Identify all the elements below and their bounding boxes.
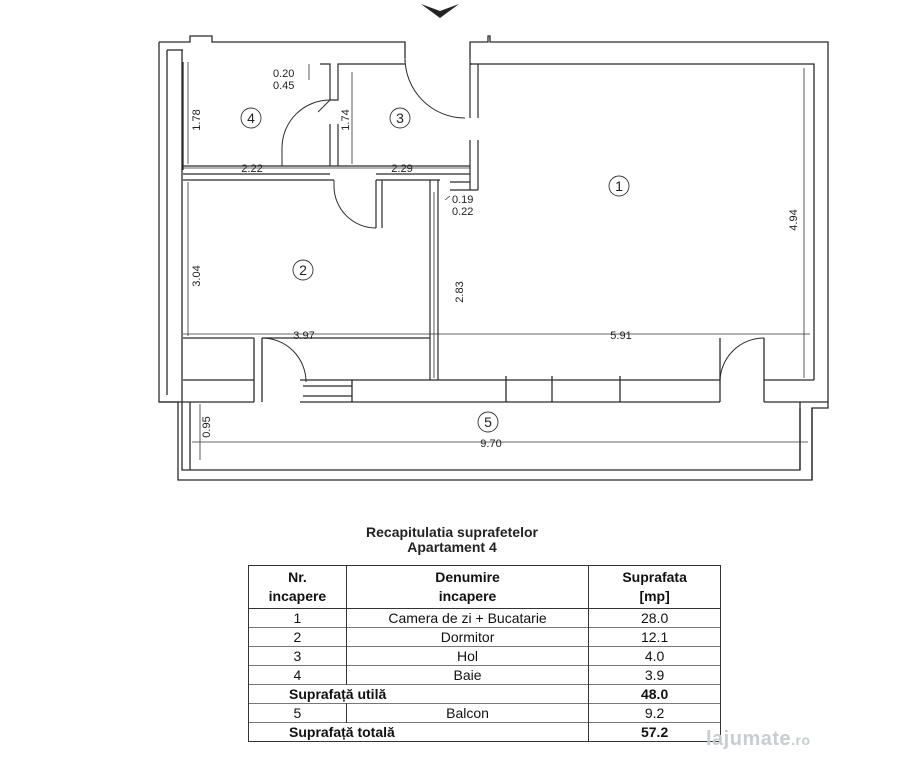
room-number-5: 5 (484, 414, 492, 430)
dim-2-22: 2.22 (241, 163, 263, 175)
row-area: 28.0 (589, 609, 721, 628)
table-row (249, 666, 721, 685)
dim-4-94: 4.94 (788, 209, 800, 231)
row-nr: 1 (249, 609, 347, 628)
watermark-logo (706, 728, 811, 751)
header-area: Suprafata [mp] (589, 566, 721, 609)
room-number-3: 3 (396, 110, 404, 126)
watermark-suffix: .ro (791, 732, 811, 748)
useful-area-value: 48.0 (589, 685, 721, 704)
dim-0-22: 0.22 (452, 206, 474, 218)
row-area: 3.9 (589, 666, 721, 685)
row-area: 12.1 (589, 628, 721, 647)
row-name: Dormitor (346, 628, 588, 647)
total-area-label: Suprafață totală (249, 723, 589, 742)
dim-1-78: 1.78 (191, 109, 203, 131)
dim-0-95: 0.95 (201, 416, 213, 438)
total-area-row (249, 723, 721, 742)
room-number-4: 4 (247, 110, 255, 126)
row-nr: 2 (249, 628, 347, 647)
area-summary-table (248, 565, 721, 742)
total-area-value: 57.2 (589, 723, 721, 742)
row-area: 9.2 (589, 704, 721, 723)
header-nr: Nr. incapere (249, 566, 347, 609)
room-number-2: 2 (299, 262, 307, 278)
table-row (249, 609, 721, 628)
row-nr: 5 (249, 704, 347, 723)
summary-title: Recapitulatia suprafetelor (366, 524, 538, 540)
dim-3-04: 3.04 (191, 265, 203, 287)
dim-2-83: 2.83 (454, 281, 466, 303)
row-nr: 3 (249, 647, 347, 666)
dim-0-45: 0.45 (273, 80, 295, 92)
useful-area-label: Suprafață utilă (249, 685, 589, 704)
dimension-lines (183, 62, 810, 460)
dim-0-19: 0.19 (452, 194, 474, 206)
room-number-1: 1 (615, 178, 623, 194)
entrance-arrow-icon (421, 4, 459, 18)
header-name: Denumire incapere (346, 566, 588, 609)
watermark-brand: lajumate (706, 728, 792, 750)
dim-3-97: 3.97 (293, 330, 315, 342)
row-name: Camera de zi + Bucatarie (346, 609, 588, 628)
row-nr: 4 (249, 666, 347, 685)
dim-0-20: 0.20 (273, 68, 295, 80)
row-area: 4.0 (589, 647, 721, 666)
row-name: Baie (346, 666, 588, 685)
dim-2-29: 2.29 (391, 163, 413, 175)
table-header-row (249, 566, 721, 609)
room-labels (241, 108, 632, 432)
useful-area-row (249, 685, 721, 704)
door-swings (262, 58, 764, 382)
table-row (249, 628, 721, 647)
table-row (249, 704, 721, 723)
table-row (249, 647, 721, 666)
dim-1-74: 1.74 (340, 109, 352, 131)
dim-9-70: 9.70 (480, 438, 502, 450)
row-name: Hol (346, 647, 588, 666)
summary-subtitle: Apartament 4 (407, 539, 497, 555)
dimension-labels (191, 68, 800, 450)
row-name: Balcon (346, 704, 588, 723)
dim-5-91: 5.91 (610, 330, 632, 342)
